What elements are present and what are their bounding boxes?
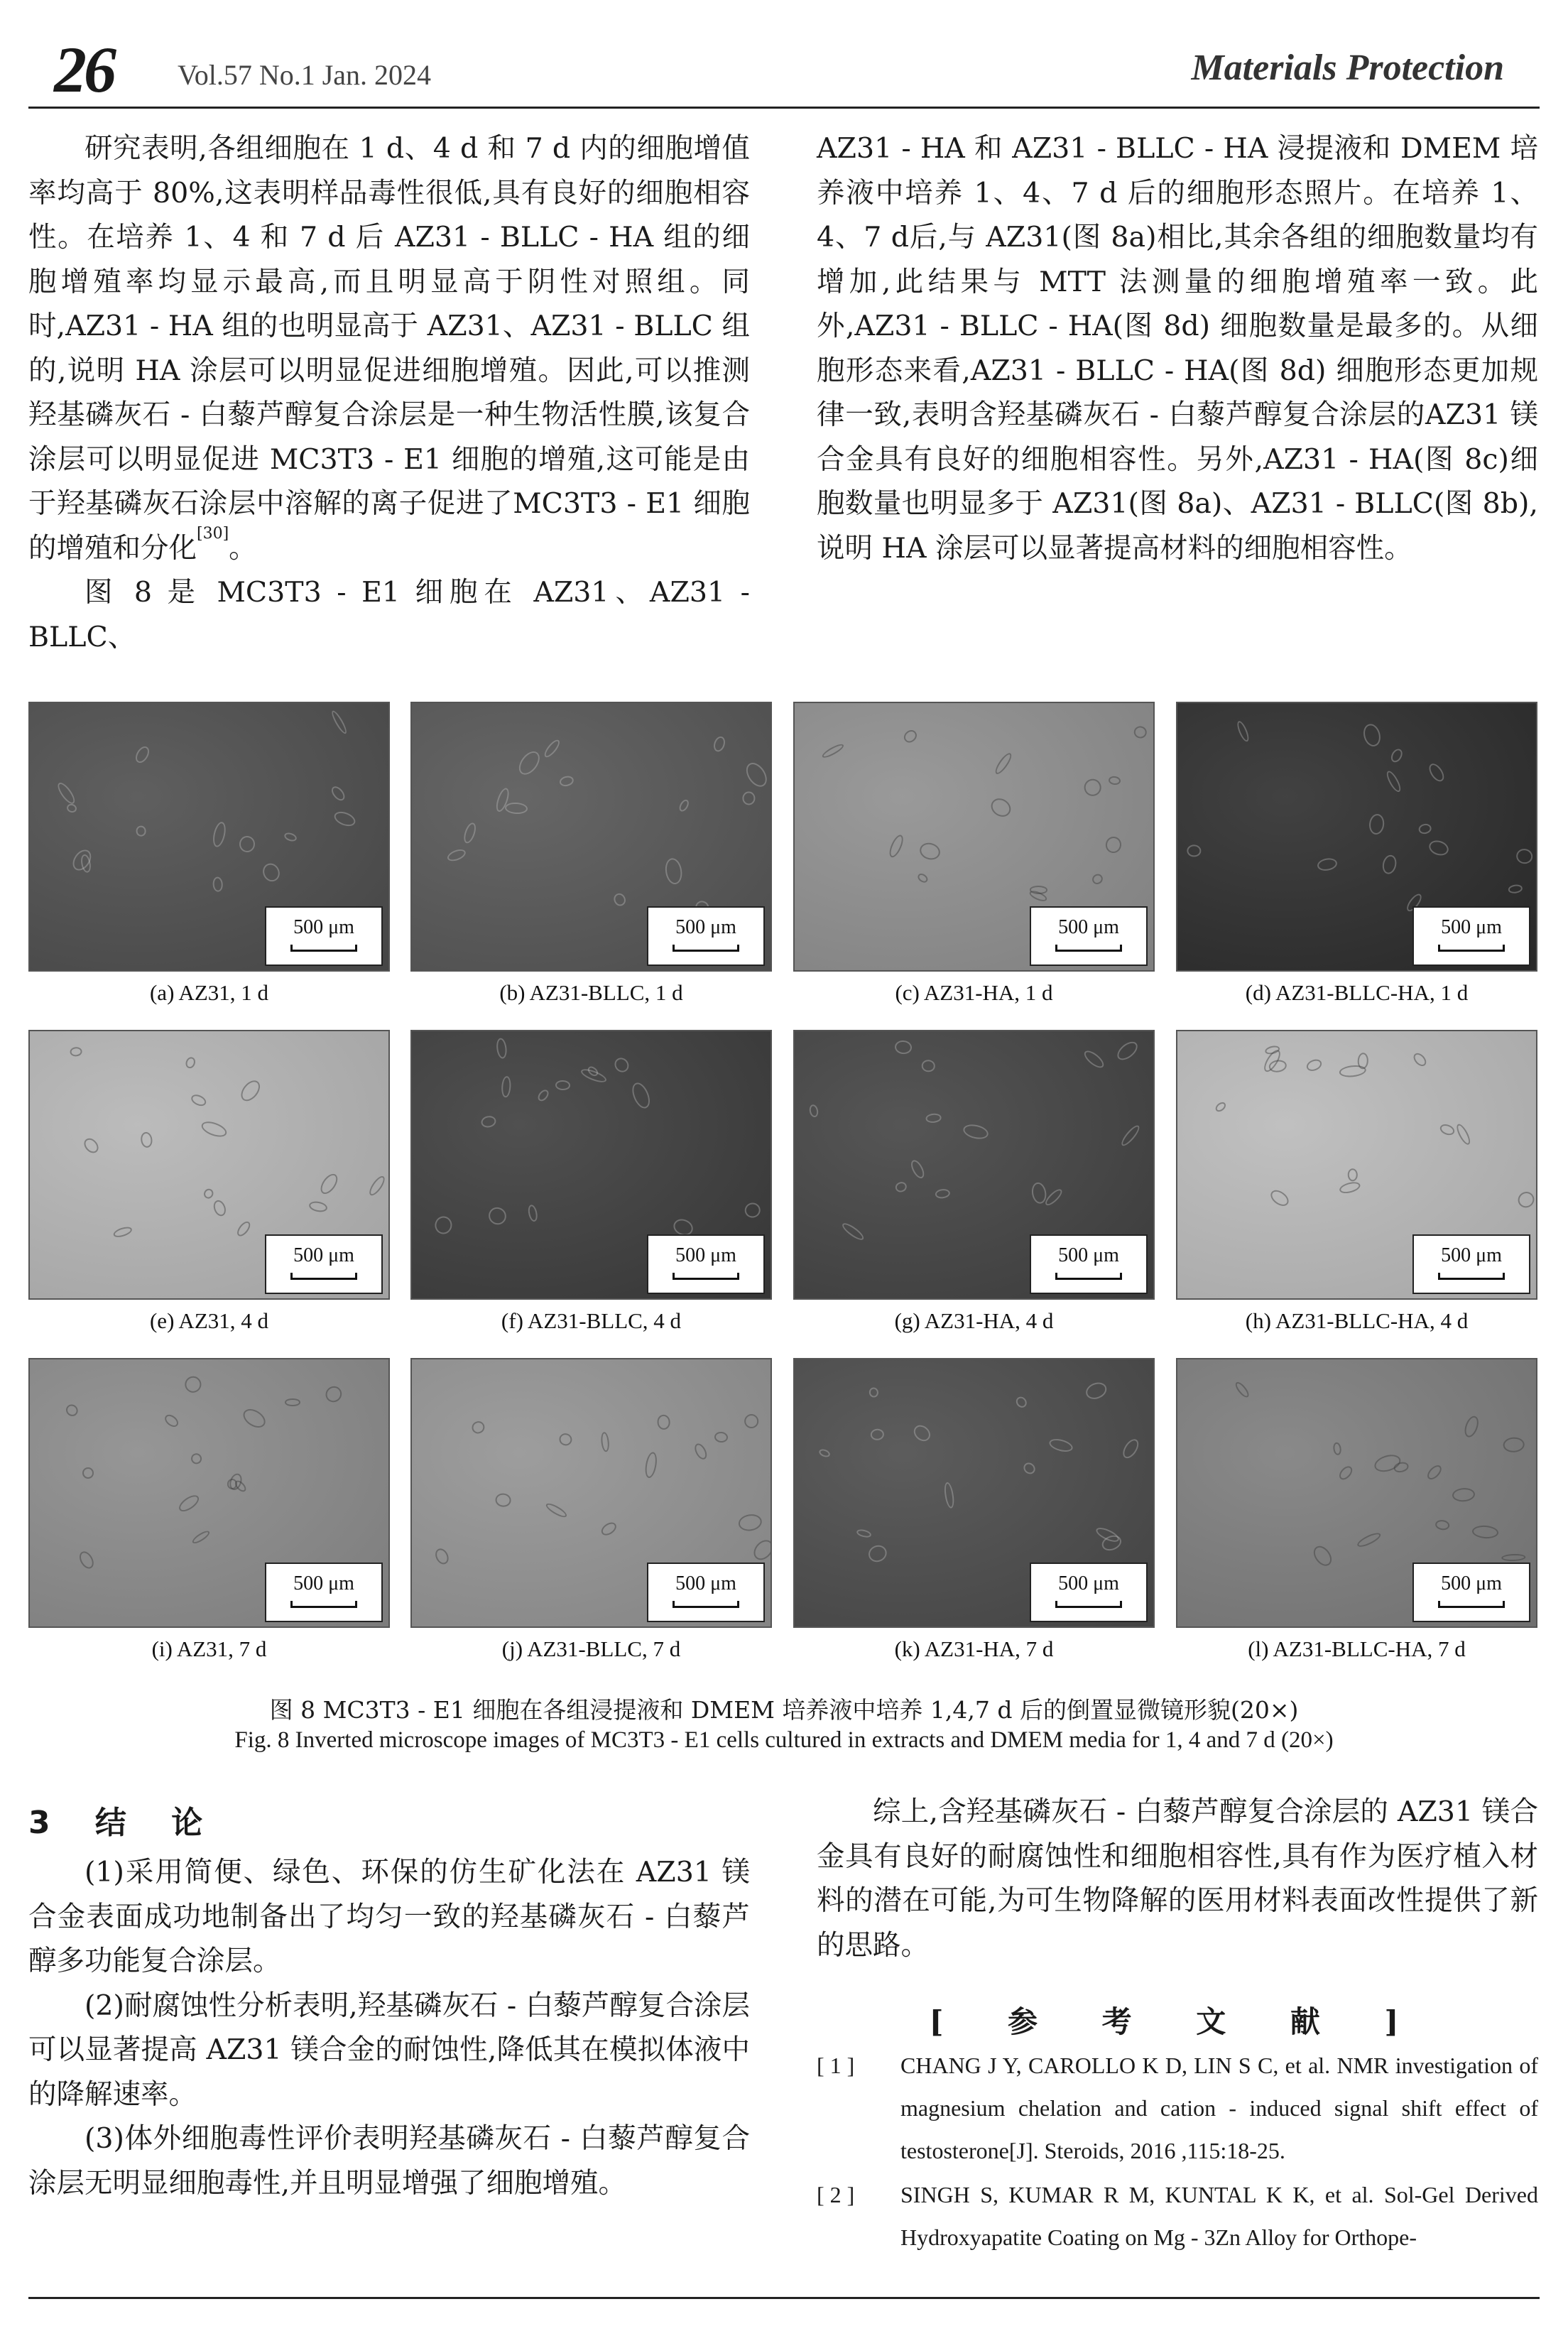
cell-blob: [750, 1536, 772, 1563]
cell-blob: [714, 1432, 729, 1443]
cell-blob: [260, 861, 283, 885]
cell-blob: [1412, 1050, 1429, 1068]
cell-blob: [176, 1492, 201, 1514]
figure-caption-en: Fig. 8 Inverted microscope images of MC3T3 - E1 cells cultured in extracts and DMEM media for 1, 4 and 7 d (20×): [234, 1727, 1334, 1753]
reference-text: CHANG J Y, CAROLLO K D, LIN S C, et al. NMR investigation of magnesium chelation and cation - induced signal shift effect of testosterone[J]. Steroids, 2016 ,115:18-25.: [900, 2053, 1538, 2163]
panel-caption: (f) AZ31-BLLC, 4 d: [501, 1308, 682, 1333]
micrograph-panel: [1176, 702, 1537, 1005]
cell-blob: [663, 857, 684, 886]
cell-blob: [235, 1219, 253, 1238]
cell-blob: [935, 1188, 950, 1200]
reference-number: [ 2 ]: [817, 2182, 855, 2207]
cell-blob: [599, 1520, 618, 1538]
cell-blob: [480, 1115, 496, 1129]
cell-blob: [869, 1387, 880, 1398]
scale-bar: 500 μm: [647, 906, 765, 966]
cell-blob: [1030, 886, 1048, 894]
cell-blob: [501, 1076, 512, 1098]
cell-blob: [992, 751, 1013, 776]
section-heading: 3 结 论: [28, 1805, 220, 1841]
cell-blob: [434, 1215, 453, 1235]
cell-blob: [1501, 1553, 1526, 1561]
cell-blob: [1452, 1487, 1475, 1502]
cell-blob: [1235, 720, 1251, 743]
micrograph-panel: [410, 1358, 772, 1661]
panel-caption: (b) AZ31-BLLC, 1 d: [499, 980, 683, 1005]
cell-blob: [916, 871, 930, 884]
cell-blob: [1332, 1442, 1342, 1455]
reference-text: SINGH S, KUMAR R M, KUNTAL K K, et al. Sol-Gel Derived Hydroxyapatite Coating on Mg - 3Zn Alloy for Orthope-: [900, 2182, 1538, 2250]
cell-blob: [925, 1113, 941, 1124]
cell-blob: [987, 795, 1013, 820]
micrograph-panel: [1176, 1030, 1537, 1333]
panel-caption: (a) AZ31, 1 d: [149, 980, 269, 1005]
cell-blob: [190, 1528, 211, 1545]
scale-bar: 500 μm: [265, 906, 383, 966]
cell-blob: [921, 1059, 935, 1072]
cell-blob: [237, 1077, 263, 1104]
cell-blob: [1356, 1531, 1382, 1549]
scale-bar: 500 μm: [1030, 1234, 1148, 1294]
cell-blob: [866, 1543, 890, 1565]
micrograph-panel: [410, 702, 772, 1005]
cell-blob: [283, 831, 298, 843]
cell-blob: [1090, 872, 1104, 886]
scale-bar: 500 μm: [1412, 1234, 1530, 1294]
cell-blob: [600, 1432, 610, 1452]
cell-blob: [1438, 1122, 1456, 1137]
cell-blob: [496, 1038, 508, 1059]
cell-blob: [446, 847, 468, 864]
cell-blob: [1317, 857, 1338, 871]
cell-blob: [712, 735, 727, 754]
cell-blob: [818, 1448, 832, 1460]
cell-blob: [1455, 1122, 1473, 1146]
cell-blob: [821, 741, 846, 759]
cell-blob: [677, 798, 691, 813]
micrograph-panel: [793, 1358, 1155, 1661]
cell-blob: [82, 1467, 94, 1479]
reference-number: [ 1 ]: [817, 2053, 855, 2078]
scale-bar: 500 μm: [265, 1563, 383, 1622]
panel-caption: (i) AZ31, 7 d: [151, 1636, 267, 1661]
scale-bar: 500 μm: [647, 1234, 765, 1294]
cell-blob: [329, 784, 347, 803]
cell-blob: [1418, 823, 1432, 835]
cell-blob: [910, 1422, 933, 1444]
panel-caption: (c) AZ31-HA, 1 d: [895, 980, 1053, 1005]
cell-blob: [737, 1512, 763, 1532]
journal-title: Materials Protection: [1191, 48, 1504, 88]
cell-blob: [542, 738, 562, 760]
cell-blob: [1187, 844, 1201, 857]
cell-blob: [1310, 1543, 1335, 1569]
cell-blob: [285, 1398, 300, 1406]
cell-blob: [908, 1158, 927, 1180]
cell-blob: [643, 1451, 659, 1479]
cell-blob: [1462, 1414, 1481, 1439]
cell-blob: [544, 1501, 568, 1519]
cell-blob: [163, 1413, 181, 1429]
cell-blob: [1471, 1525, 1498, 1540]
header-rule: [28, 107, 1540, 109]
figure-caption-cn: 图 8 MC3T3 - E1 细胞在各组浸提液和 DMEM 培养液中培养 1,4,7 d 后的倒置显微镜形貌(20×): [269, 1696, 1299, 1724]
cell-blob: [1118, 1123, 1141, 1148]
conclusion-column: [28, 1850, 750, 2205]
cell-blob: [322, 1383, 345, 1406]
cell-blob: [1048, 1437, 1074, 1454]
cell-blob: [1336, 1464, 1355, 1482]
cell-blob: [239, 836, 255, 852]
cell-blob: [330, 709, 349, 735]
panel-caption: (h) AZ31-BLLC-HA, 4 d: [1245, 1308, 1469, 1333]
cell-blob: [942, 1482, 955, 1509]
cell-blob: [1233, 1380, 1251, 1399]
cell-blob: [629, 1080, 653, 1111]
reference-item: [817, 2173, 1538, 2259]
micrograph-panel: [410, 1030, 772, 1333]
cell-blob: [559, 775, 575, 788]
micrograph-panel: [793, 1030, 1155, 1333]
cell-blob: [1427, 838, 1451, 858]
citation[interactable]: [30]: [197, 524, 229, 543]
cell-blob: [840, 1220, 866, 1242]
cell-blob: [856, 1528, 871, 1539]
cell-blob: [1104, 835, 1123, 854]
cell-blob: [1082, 778, 1104, 799]
cell-blob: [1043, 1187, 1065, 1207]
cell-blob: [317, 1170, 340, 1197]
cell-blob: [1268, 1188, 1292, 1210]
cell-blob: [808, 1104, 820, 1118]
cell-blob: [70, 1047, 83, 1058]
cell-blob: [55, 781, 78, 806]
cell-blob: [612, 892, 628, 908]
panel-caption: (k) AZ31-HA, 7 d: [894, 1636, 1054, 1661]
cell-blob: [555, 1080, 570, 1090]
body-column-right: [817, 126, 1538, 570]
cell-blob: [240, 1405, 269, 1431]
cell-blob: [134, 744, 152, 766]
cell-blob: [63, 1402, 80, 1419]
cell-blob: [895, 1040, 913, 1055]
cell-blob: [871, 1429, 885, 1441]
conclusion-item: (2)耐腐蚀性分析表明,羟基磷灰石 - 白藜芦醇复合涂层可以显著提高 AZ31 镁合金的耐蚀性,降低其在模拟体液中的降解速率。: [28, 1989, 750, 2111]
cell-blob: [1434, 1518, 1450, 1531]
cell-blob: [902, 728, 919, 745]
panel-caption: (g) AZ31-HA, 4 d: [894, 1308, 1054, 1333]
cell-blob: [1361, 722, 1383, 749]
cell-blob: [611, 1055, 631, 1075]
body-paragraph: 研究表明,各组细胞在 1 d、4 d 和 7 d 内的细胞增值率均高于 80%,这表明样品毒性很低,具有良好的细胞相容性。在培养 1、4 和 7 d 后 AZ31 - BLLC - HA 组的细胞增殖率均显示最高,而且明显高于阴性对照组。同时,AZ31 - HA 组的也明显高于 AZ31、AZ31 - BLLC 组的,说明 HA 涂层可以明显促进细胞增殖。因此,可以推测羟基磷灰石 - 白藜芦醇复合涂层是一种生物活性膜,该复合涂层可以明显促进 MC3T3 - E1 细胞的增殖,这可能是由于羟基磷灰石涂层中溶解的离子促进了MC3T3 - E1 细胞的增殖和分化[30]。: [28, 132, 750, 565]
cell-blob: [886, 833, 905, 859]
cell-blob: [1119, 1436, 1141, 1461]
cell-blob: [505, 802, 528, 815]
conclusion-item: (3)体外细胞毒性评价表明羟基磷灰石 - 白藜芦醇复合涂层无明显细胞毒性,并且明显增强了细胞增殖。: [28, 2122, 750, 2200]
summary-column: [817, 1790, 1538, 1967]
cell-blob: [1368, 813, 1385, 835]
cell-blob: [181, 1373, 205, 1396]
page-number: 26: [54, 33, 114, 106]
cell-blob: [1515, 1189, 1537, 1211]
cell-blob: [485, 1205, 509, 1229]
micrograph-panel: [28, 1030, 390, 1333]
body-paragraph: 图 8 是 MC3T3 - E1 细胞在 AZ31、AZ31 - BLLC、: [28, 576, 750, 653]
cell-blob: [1014, 1394, 1029, 1410]
cell-blob: [495, 1493, 512, 1508]
cell-blob: [1425, 1462, 1443, 1482]
cell-blob: [1021, 1460, 1038, 1477]
cell-blob: [1384, 769, 1403, 793]
cell-blob: [136, 826, 146, 837]
cell-blob: [895, 1180, 908, 1193]
micrograph-panel: [28, 702, 390, 1005]
scale-bar: 500 μm: [647, 1563, 765, 1622]
footer-rule: [28, 2297, 1540, 2299]
micrograph-panel: [28, 1358, 390, 1661]
cell-blob: [526, 1204, 538, 1222]
cell-blob: [744, 1414, 759, 1429]
cell-blob: [332, 809, 356, 829]
cell-blob: [656, 1414, 670, 1430]
cell-blob: [1503, 1437, 1525, 1452]
cell-blob: [200, 1119, 229, 1139]
cell-blob: [1082, 1048, 1106, 1072]
cell-blob: [211, 821, 228, 849]
cell-blob: [918, 841, 942, 862]
cell-blob: [112, 1225, 134, 1239]
cell-blob: [366, 1174, 387, 1198]
cell-blob: [433, 1547, 451, 1567]
cell-blob: [536, 1088, 551, 1104]
cell-blob: [185, 1056, 197, 1070]
panel-caption: (j) AZ31-BLLC, 7 d: [501, 1636, 681, 1661]
body-paragraph: AZ31 - HA 和 AZ31 - BLLC - HA 浸提液和 DMEM 培养液中培养 1、4、7 d 后的细胞形态照片。在培养 1、4、7 d后,与 AZ31(图 8a)相比,其余各组的细胞数量均有增加,此结果与 MTT 法测量的细胞增殖率一致。此外,AZ31 - BLLC - HA(图 8d) 细胞数量是最多的。从细胞形态来看,AZ31 - BLLC - HA(图 8d) 细胞形态更加规律一致,表明含羟基磷灰石 - 白藜芦醇复合涂层的AZ31 镁合金具有良好的细胞相容性。另外,AZ31 - HA(图 8c)细胞数量也明显多于 AZ31(图 8a)、AZ31 - BLLC(图 8b),说明 HA 涂层可以显著提高材料的细胞相容性。: [817, 132, 1538, 565]
cell-blob: [1305, 1058, 1323, 1073]
cell-blob: [1339, 1064, 1366, 1078]
scale-bar: 500 μm: [1030, 906, 1148, 966]
cell-blob: [1114, 1038, 1141, 1064]
cell-blob: [140, 1131, 153, 1148]
cell-blob: [470, 1419, 487, 1436]
scale-bar: 500 μm: [1412, 906, 1530, 966]
panel-caption: (l) AZ31-BLLC-HA, 7 d: [1248, 1636, 1466, 1661]
cell-blob: [65, 803, 77, 814]
cell-blob: [1109, 776, 1122, 786]
scale-bar: 500 μm: [265, 1234, 383, 1294]
body-column-left: [28, 126, 750, 659]
cell-blob: [1338, 1180, 1361, 1195]
cell-blob: [693, 1442, 709, 1462]
cell-blob: [212, 876, 224, 892]
cell-blob: [742, 791, 755, 805]
cell-blob: [190, 1092, 208, 1108]
cell-blob: [1389, 747, 1405, 764]
cell-blob: [1381, 854, 1398, 876]
scale-bar: 500 μm: [1412, 1563, 1530, 1622]
conclusion-item: (1)采用简便、绿色、环保的仿生矿化法在 AZ31 镁合金表面成功地制备出了均匀一致的羟基磷灰石 - 白藜芦醇多功能复合涂层。: [28, 1856, 750, 1977]
cell-blob: [558, 1432, 574, 1447]
reference-item: [817, 2044, 1538, 2172]
panel-caption: (e) AZ31, 4 d: [149, 1308, 269, 1333]
cell-blob: [212, 1198, 228, 1217]
cell-blob: [308, 1200, 328, 1213]
cell-blob: [82, 1136, 102, 1156]
scale-bar: 500 μm: [1030, 1563, 1148, 1622]
cell-blob: [1133, 725, 1148, 739]
cell-blob: [516, 748, 544, 778]
cell-blob: [462, 821, 478, 844]
cell-blob: [202, 1187, 215, 1200]
references-heading: [ 参 考 文 献 ]: [929, 2004, 1426, 2039]
cell-blob: [742, 759, 771, 790]
cell-blob: [1508, 884, 1523, 894]
cell-blob: [190, 1451, 204, 1466]
issue-info: Vol.57 No.1 Jan. 2024: [178, 59, 432, 91]
cell-blob: [962, 1122, 990, 1141]
cell-blob: [1348, 1168, 1358, 1181]
cell-blob: [77, 1549, 96, 1571]
cell-blob: [1214, 1101, 1228, 1114]
cell-blob: [744, 1202, 761, 1219]
conclusion-summary: 综上,含羟基磷灰石 - 白藜芦醇复合涂层的 AZ31 镁合金具有良好的耐腐蚀性和细胞相容性,具有作为医疗植入材料的潜在可能,为可生物降解的医用材料表面改性提供了新的思路。: [817, 1795, 1538, 1962]
cell-blob: [1084, 1379, 1109, 1401]
cell-blob: [1515, 848, 1534, 865]
micrograph-panel: [1176, 1358, 1537, 1661]
micrograph-panel: [793, 702, 1155, 1005]
cell-blob: [1427, 761, 1447, 784]
panel-caption: (d) AZ31-BLLC-HA, 1 d: [1245, 980, 1469, 1005]
